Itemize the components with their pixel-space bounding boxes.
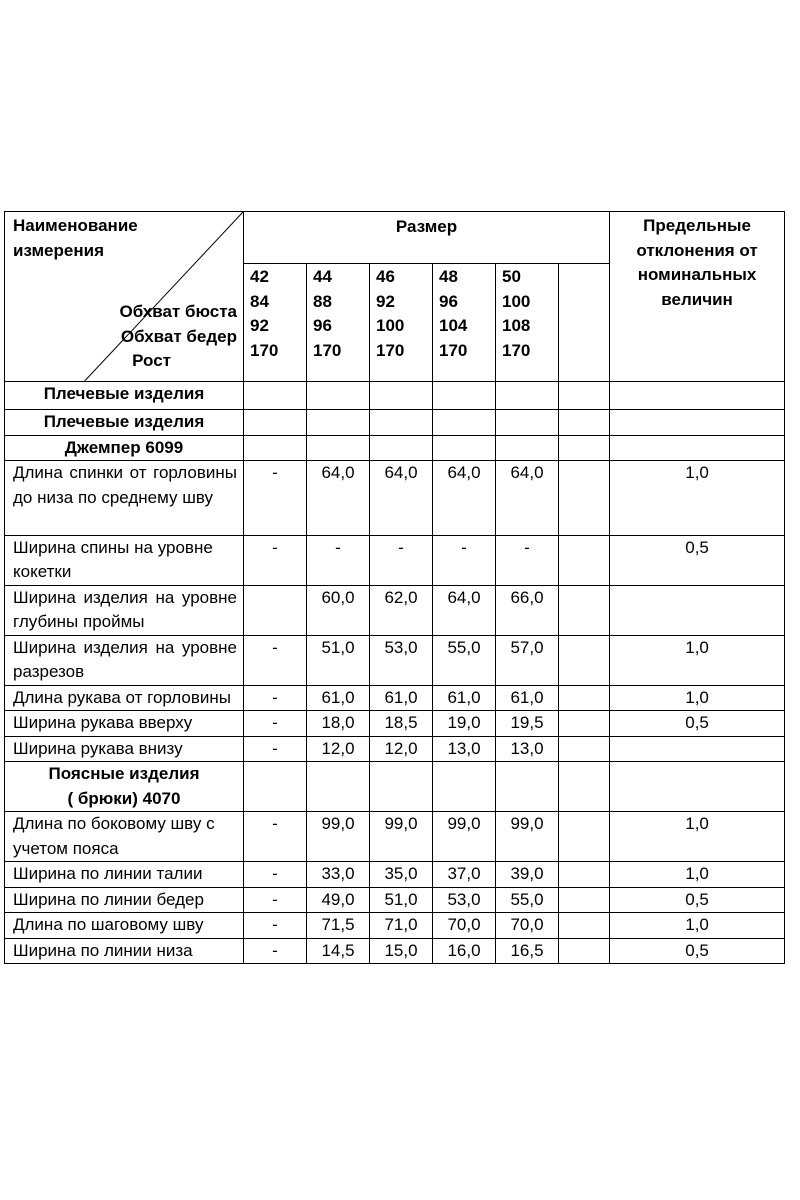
- deviation-value: 1,0: [610, 862, 785, 888]
- empty-cell: [433, 410, 496, 436]
- size-height-value: 170: [439, 340, 468, 360]
- table-row: [5, 913, 785, 939]
- measurement-value: 15,0: [370, 938, 433, 964]
- measurement-value: 99,0: [307, 812, 370, 862]
- measurement-value: -: [244, 461, 307, 536]
- deviation-value: 1,0: [610, 812, 785, 862]
- measurement-value: 53,0: [370, 635, 433, 685]
- table-row: [5, 711, 785, 737]
- empty-cell: [559, 685, 610, 711]
- measurement-value: -: [370, 535, 433, 585]
- measurement-value: -: [307, 535, 370, 585]
- empty-cell: [559, 711, 610, 737]
- measurement-value: 14,5: [307, 938, 370, 964]
- size-height-value: 170: [313, 340, 342, 360]
- measurement-value: -: [244, 736, 307, 762]
- size-size-value: 50: [502, 267, 521, 286]
- empty-cell: [370, 435, 433, 461]
- empty-cell: [610, 410, 785, 436]
- measurement-value: 64,0: [496, 461, 559, 536]
- empty-cell: [496, 410, 559, 436]
- measurement-value: 53,0: [433, 887, 496, 913]
- empty-cell: [433, 762, 496, 812]
- measurement-value: 55,0: [433, 635, 496, 685]
- section-title-main: Плечевые изделия: [5, 382, 244, 410]
- measurement-value: -: [244, 812, 307, 862]
- measurement-value: 62,0: [370, 585, 433, 635]
- size-height-value: 170: [502, 340, 531, 360]
- measurement-value: -: [244, 711, 307, 737]
- size-column-46: [370, 264, 433, 382]
- measurement-value: 64,0: [433, 585, 496, 635]
- measurement-label: Ширина изделия на уровне разрезов: [5, 635, 244, 685]
- measurement-label: Ширина по линии бедер: [5, 887, 244, 913]
- measurement-value: 99,0: [433, 812, 496, 862]
- size-size-value: 44: [313, 267, 332, 286]
- size-bust-value: 92: [376, 291, 395, 311]
- section-title-shoulder: Плечевые изделия: [5, 410, 244, 436]
- measurement-value: 18,0: [307, 711, 370, 737]
- measurement-value: 35,0: [370, 862, 433, 888]
- measurement-value: 19,0: [433, 711, 496, 737]
- measurement-label: Длина спинки от горловины до низа по среднему шву: [5, 461, 244, 536]
- measurement-value: 13,0: [496, 736, 559, 762]
- trousers-title-row: [5, 762, 785, 812]
- measurement-value: -: [244, 913, 307, 939]
- measurement-value: 71,5: [307, 913, 370, 939]
- measurement-value: 57,0: [496, 635, 559, 685]
- empty-cell: [559, 862, 610, 888]
- size-bust-value: 88: [313, 291, 332, 311]
- measurement-label: Длина по шаговому шву: [5, 913, 244, 939]
- jumper-title: Джемпер 6099: [5, 435, 244, 461]
- size-bust-value: 100: [502, 291, 531, 311]
- measurement-value: -: [496, 535, 559, 585]
- measurement-name-label: Наименование измерения: [13, 216, 138, 260]
- measurement-value: 99,0: [496, 812, 559, 862]
- size-hips-value: 96: [313, 316, 332, 335]
- table-row: [5, 736, 785, 762]
- empty-cell: [370, 382, 433, 410]
- size-size-value: 42: [250, 267, 269, 286]
- measurement-value: 19,5: [496, 711, 559, 737]
- measurement-value: 16,0: [433, 938, 496, 964]
- empty-cell: [370, 410, 433, 436]
- measurement-value: -: [244, 685, 307, 711]
- empty-cell: [433, 382, 496, 410]
- measurement-value: 66,0: [496, 585, 559, 635]
- table-row: [5, 535, 785, 585]
- empty-cell: [559, 461, 610, 536]
- measurement-value: 12,0: [370, 736, 433, 762]
- measurement-value: 33,0: [307, 862, 370, 888]
- empty-cell: [433, 435, 496, 461]
- size-hips-value: 104: [439, 316, 468, 335]
- empty-size-column: [559, 264, 610, 382]
- measurement-value: 64,0: [307, 461, 370, 536]
- measurement-value: 70,0: [496, 913, 559, 939]
- measurement-value: 37,0: [433, 862, 496, 888]
- table-row: [5, 685, 785, 711]
- empty-cell: [244, 762, 307, 812]
- deviation-value: [610, 585, 785, 635]
- size-chart-table: [4, 211, 785, 964]
- size-column-48: [433, 264, 496, 382]
- measurement-value: -: [433, 535, 496, 585]
- bust-label: Обхват бюста: [119, 302, 237, 321]
- empty-cell: [610, 435, 785, 461]
- deviation-value: 1,0: [610, 913, 785, 939]
- measurement-value: 39,0: [496, 862, 559, 888]
- deviation-value: 1,0: [610, 461, 785, 536]
- table-row: [5, 635, 785, 685]
- measurement-label: Ширина рукава внизу: [5, 736, 244, 762]
- trousers-title: Поясные изделия ( брюки) 4070: [5, 762, 244, 812]
- size-hips-value: 108: [502, 316, 531, 335]
- empty-cell: [559, 736, 610, 762]
- size-height-value: 170: [376, 340, 405, 360]
- deviation-header: Предельные отклонения от номинальных величин: [610, 212, 785, 382]
- table-row: [5, 812, 785, 862]
- table-row: [5, 461, 785, 536]
- deviation-value: 0,5: [610, 535, 785, 585]
- measurement-value: 51,0: [370, 887, 433, 913]
- measurement-value: -: [244, 887, 307, 913]
- empty-cell: [307, 762, 370, 812]
- measurement-value: 13,0: [433, 736, 496, 762]
- deviation-value: [610, 736, 785, 762]
- empty-cell: [559, 762, 610, 812]
- empty-cell: [496, 762, 559, 812]
- measurement-value: -: [244, 635, 307, 685]
- table-row: [5, 887, 785, 913]
- size-hips-value: 100: [376, 316, 405, 335]
- measurement-value: 70,0: [433, 913, 496, 939]
- empty-cell: [559, 410, 610, 436]
- jumper-title-row: [5, 435, 785, 461]
- height-label: Рост: [132, 351, 171, 370]
- empty-cell: [559, 585, 610, 635]
- measurement-value: 64,0: [370, 461, 433, 536]
- deviation-value: 0,5: [610, 938, 785, 964]
- empty-cell: [559, 535, 610, 585]
- hips-label: Обхват бедер: [120, 326, 237, 346]
- empty-cell: [244, 435, 307, 461]
- section-title-main-row: [5, 382, 785, 410]
- empty-cell: [559, 812, 610, 862]
- empty-cell: [307, 382, 370, 410]
- measurement-value: 64,0: [433, 461, 496, 536]
- measurement-value: -: [244, 862, 307, 888]
- measurement-value: -: [244, 938, 307, 964]
- parameter-labels: [119, 300, 237, 374]
- measurement-value: -: [244, 535, 307, 585]
- empty-cell: [496, 382, 559, 410]
- deviation-value: 0,5: [610, 887, 785, 913]
- measurement-value: 61,0: [433, 685, 496, 711]
- empty-cell: [244, 410, 307, 436]
- measurement-value: 18,5: [370, 711, 433, 737]
- measurement-value: 60,0: [307, 585, 370, 635]
- empty-cell: [370, 762, 433, 812]
- empty-cell: [559, 938, 610, 964]
- measurement-value: 61,0: [370, 685, 433, 711]
- table-row: [5, 938, 785, 964]
- size-hips-value: 92: [250, 316, 269, 335]
- size-column-42: [244, 264, 307, 382]
- measurement-label: Ширина по линии талии: [5, 862, 244, 888]
- empty-cell: [559, 913, 610, 939]
- measurement-label: Ширина спины на уровне кокетки: [5, 535, 244, 585]
- empty-cell: [244, 382, 307, 410]
- header-measurement-name-cell: [5, 212, 244, 382]
- empty-cell: [559, 382, 610, 410]
- empty-cell: [307, 435, 370, 461]
- measurement-label: Ширина рукава вверху: [5, 711, 244, 737]
- measurement-value: [244, 585, 307, 635]
- size-size-value: 48: [439, 267, 458, 286]
- size-column-50: [496, 264, 559, 382]
- measurement-value: 71,0: [370, 913, 433, 939]
- size-column-44: [307, 264, 370, 382]
- measurement-value: 61,0: [496, 685, 559, 711]
- deviation-value: 1,0: [610, 635, 785, 685]
- measurement-value: 49,0: [307, 887, 370, 913]
- empty-cell: [559, 635, 610, 685]
- measurement-label: Ширина по линии низа: [5, 938, 244, 964]
- empty-cell: [559, 435, 610, 461]
- empty-cell: [610, 762, 785, 812]
- size-bust-value: 96: [439, 291, 458, 311]
- measurement-value: 12,0: [307, 736, 370, 762]
- measurement-value: 99,0: [370, 812, 433, 862]
- size-header: Размер: [244, 212, 610, 264]
- deviation-value: 0,5: [610, 711, 785, 737]
- measurement-value: 51,0: [307, 635, 370, 685]
- empty-cell: [559, 887, 610, 913]
- measurement-value: 61,0: [307, 685, 370, 711]
- measurement-label: Ширина изделия на уровне глубины проймы: [5, 585, 244, 635]
- empty-cell: [307, 410, 370, 436]
- table-row: [5, 585, 785, 635]
- size-height-value: 170: [250, 340, 279, 360]
- table-row: [5, 862, 785, 888]
- measurement-label: Длина по боковому шву с учетом пояса: [5, 812, 244, 862]
- measurement-label: Длина рукава от горловины: [5, 685, 244, 711]
- size-size-value: 46: [376, 267, 395, 286]
- deviation-value: 1,0: [610, 685, 785, 711]
- size-bust-value: 84: [250, 291, 269, 311]
- measurement-value: 55,0: [496, 887, 559, 913]
- empty-cell: [610, 382, 785, 410]
- section-title-shoulder-row: [5, 410, 785, 436]
- measurement-value: 16,5: [496, 938, 559, 964]
- empty-cell: [496, 435, 559, 461]
